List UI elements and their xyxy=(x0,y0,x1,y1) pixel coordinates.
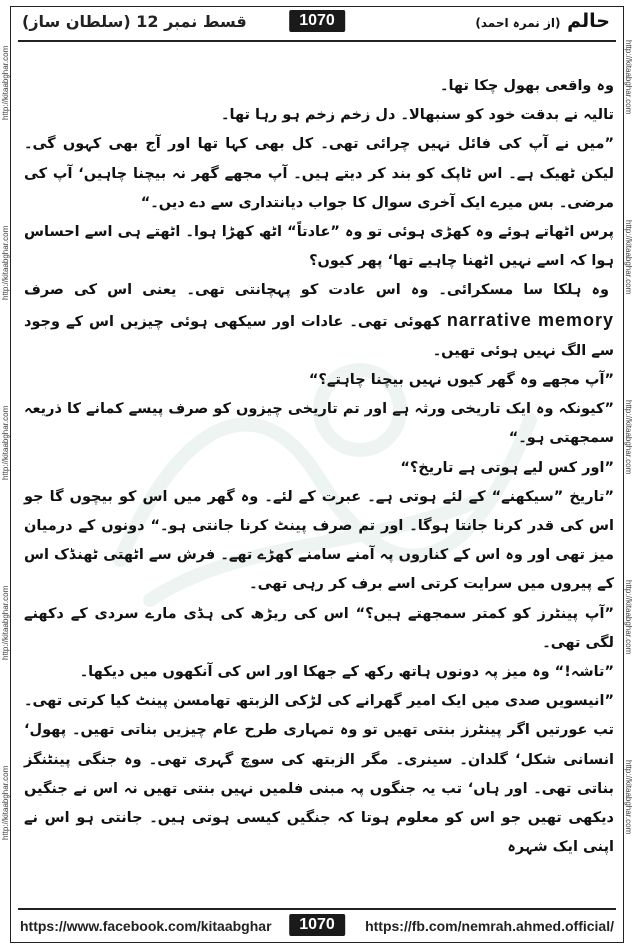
paragraph: تالیہ نے بدقت خود کو سنبھالا۔ دل زخم زخم ہو رہا تھا۔ xyxy=(221,107,614,124)
paragraph: وہ واقعی بھول چکا تھا۔ xyxy=(439,78,614,94)
paragraph-fragment: کھوئی تھی۔ عادات اور سیکھی ہوئی چیزیں اس کے وجود سے الگ نہیں ہوئی تھیں۔ xyxy=(24,313,614,359)
side-link[interactable]: http://kitaabghar.com xyxy=(1,45,10,120)
page-footer xyxy=(18,912,616,940)
paragraph: ”آپ پینٹرز کو کمتر سمجھتے ہیں؟“ اس کی ریڑھ کی ہڈی مارے سردی کے دکھنے لگی تھی۔ xyxy=(24,605,614,651)
novel-title xyxy=(475,10,610,32)
paragraph: ”کیونکہ وہ ایک تاریخی ورثہ ہے اور تم تاریخی چیزوں کو صرف پیسے کمانے کا ذریعہ سمجھتی ہو۔“ xyxy=(24,401,614,447)
side-link[interactable]: http://kitaabghar.com xyxy=(624,580,633,655)
header-page-number: 1070 xyxy=(289,10,345,32)
paragraph: ”تاشہ!“ وہ میز پہ دونوں ہاتھ رکھ کے جھکا اور اس کی آنکھوں میں دیکھا۔ xyxy=(79,664,614,681)
side-link[interactable]: http://kitaabghar.com xyxy=(1,585,10,660)
side-link[interactable]: http://kitaabghar.com xyxy=(1,225,10,300)
author-credit: (از نمرہ احمد) xyxy=(475,16,561,30)
right-margin-links xyxy=(622,0,634,949)
side-link[interactable]: http://kitaabghar.com xyxy=(624,760,633,835)
paragraph: ”میں نے آپ کی فائل نہیں چرائی تھی۔ کل بھی کہا تھا اور آج بھی کہوں گی۔ لیکن ٹھیک ہے۔ اس ٹاپک کو بند کر دیتے ہیں۔ آپ مجھے گھر نہ بیچنا چاہیں‘ آپ کی مرضی۔ بس میرے ایک آخری سوال کا جواب دیانتداری سے دے دیں۔“ xyxy=(24,136,614,211)
facebook-link[interactable]: https://www.facebook.com/kitaabghar xyxy=(20,918,272,934)
side-link[interactable]: http://kitaabghar.com xyxy=(1,765,10,840)
paragraph: ”انیسویں صدی میں ایک امیر گھرانے کی لڑکی الزبتھ تھامسن پینٹ کیا کرتی تھی۔ تب عورتیں اگر پینٹرز بنتی تھیں تو وہ تمہاری طرح عام چیزیں بناتی تھیں۔ پھول‘ انسانی شکل‘ گلدان۔ سینری۔ مگر الزبتھ کی سوچ گہری تھی۔ وہ جنگی پینٹنگز بناتی تھی۔ اور ہاں‘ تب یہ جنگوں پہ مبنی فلمیں نہیں بنتی تھیں نہ اس نے جنگیں دیکھی تھیں جو اس کو معلوم ہوتا کہ جنگیں کیسی ہوتی ہیں۔ جانتی ہو اس نے اپنی ایک شہرہ xyxy=(24,693,614,856)
paragraph: پرس اٹھاتے ہوئے وہ کھڑی ہوئی تو وہ ”عادتاً“ اٹھ کھڑا ہوا۔ اٹھتے ہی اسے احساس ہوا کہ اسے نہیں اٹھنا چاہیے تھا‘ پھر کیوں؟ xyxy=(24,224,614,270)
page-header xyxy=(18,10,616,38)
english-word: narrative xyxy=(446,309,532,330)
title-text: حالم xyxy=(567,10,610,32)
paragraph-fragment: وہ ہلکا سا مسکرائی۔ وہ اس عادت کو پہچانتی تھی۔ یعنی اس کی صرف xyxy=(24,282,609,299)
side-link[interactable]: http://kitaabghar.com xyxy=(624,400,633,475)
paragraph-narrative-memory xyxy=(24,276,614,366)
english-word: memory xyxy=(537,309,614,330)
side-link[interactable]: http://kitaabghar.com xyxy=(1,405,10,480)
story-body xyxy=(24,72,614,862)
footer-page-number: 1070 xyxy=(289,914,345,936)
footer-divider xyxy=(18,908,616,910)
episode-label: قسط نمبر 12 (سلطان ساز) xyxy=(22,12,247,31)
author-page-link[interactable]: https://fb.com/nemrah.ahmed.official/ xyxy=(365,918,614,934)
side-link[interactable]: http://kitaabghar.com xyxy=(624,220,633,295)
left-margin-links xyxy=(0,0,12,949)
paragraph: ”آپ مجھے وہ گھر کیوں نہیں بیچنا چاہتے؟“ xyxy=(308,372,614,389)
paragraph: ”تاریخ ”سیکھنے“ کے لئے ہوتی ہے۔ عبرت کے لئے۔ وہ گھر میں اس کو بیچوں گا جو اس کی قدر کرنا جانتا ہوگا۔ اور تم صرف پینٹ کرنا جانتی ہو۔“ دونوں کے درمیان میز تھی اور وہ اس کے کناروں پہ آمنے سامنے کھڑے تھے۔ فرش سے اٹھتی ٹھنڈک اس کے پیروں میں سرایت کرتی اسے برف کر رہی تھی۔ xyxy=(24,488,614,593)
side-link[interactable]: http://kitaabghar.com xyxy=(624,40,633,115)
header-divider xyxy=(18,40,616,42)
paragraph: ”اور کس لیے ہوتی ہے تاریخ؟“ xyxy=(400,459,614,476)
